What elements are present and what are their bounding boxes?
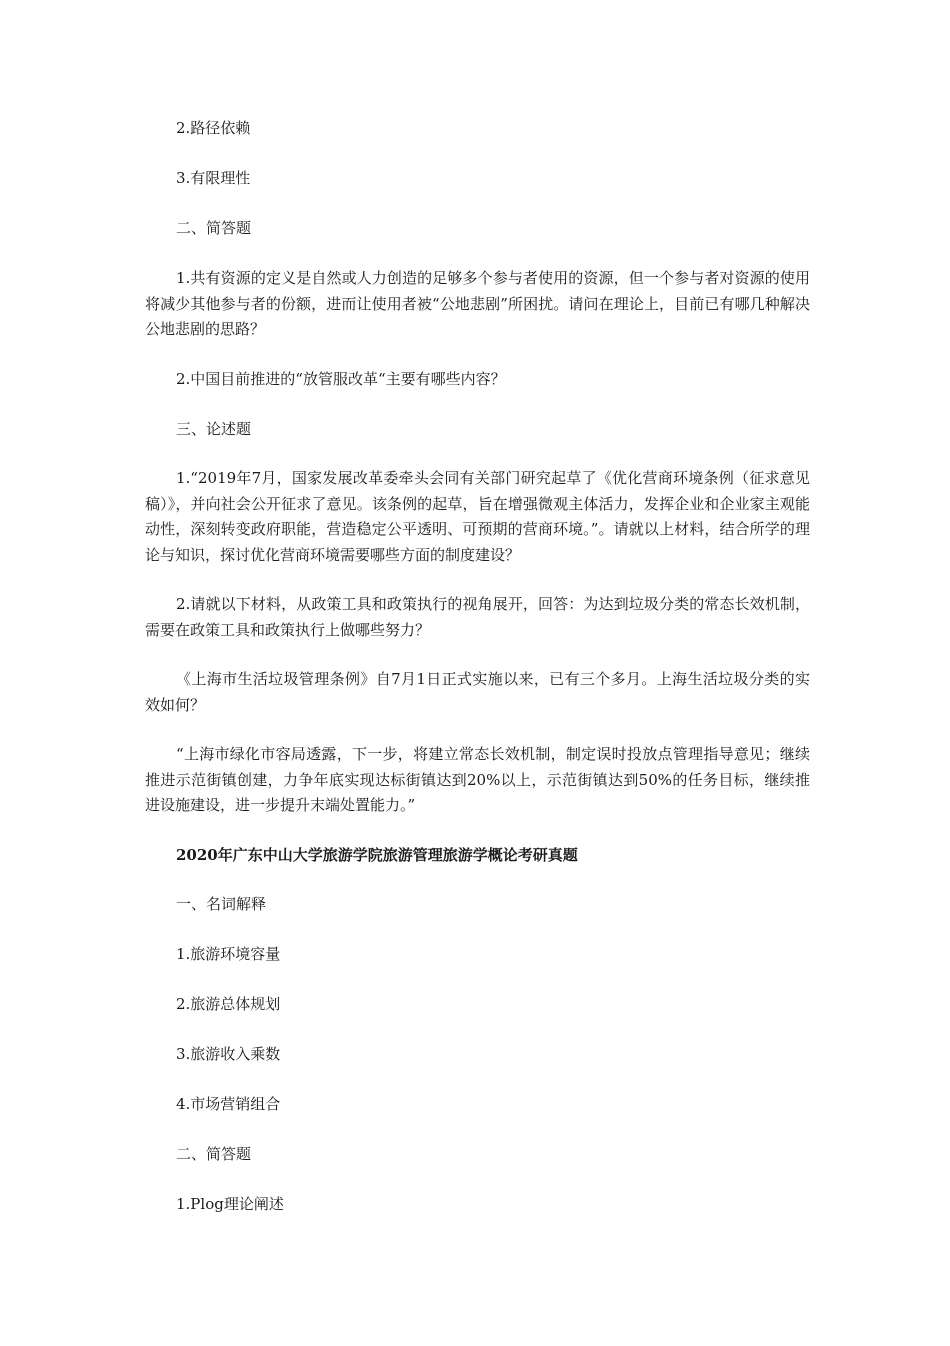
material-shanghai-regulation: 《上海市生活垃圾管理条例》自7月1日正式实施以来，已有三个多月。上海生活垃圾分类的实效如何？: [145, 670, 810, 714]
essay-garbage-sorting: 2.请就以下材料，从政策工具和政策执行的视角展开，回答：为达到垃圾分类的常态长效机制，需要在政策工具和政策执行上做哪些努力？: [145, 595, 810, 639]
term-bounded-rationality: 3.有限理性: [176, 169, 251, 187]
section-heading-short-answer-2: 二、简答题: [176, 1145, 252, 1163]
question-reform: 2.中国目前推进的“放管服改革“主要有哪些内容？: [176, 370, 506, 388]
section-heading-short-answer: 二、简答题: [176, 219, 252, 237]
section-heading-terms: 一、名词解释: [176, 895, 267, 913]
term-marketing-mix: 4.市场营销组合: [176, 1095, 281, 1113]
term-income-multiplier: 3.旅游收入乘数: [176, 1045, 281, 1063]
question-plog-theory: 1.Plog理论阐述: [176, 1195, 284, 1213]
exam-title: 2020年广东中山大学旅游学院旅游管理旅游学概论考研真题: [176, 846, 578, 864]
question-commons-tragedy: 1.共有资源的定义是自然或人力创造的足够多个参与者使用的资源，但一个参与者对资源的使用将减少其他参与者的份额，进而让使用者被“公地悲剧”所困扰。请问在理论上，目前已有哪几种解决公地悲剧的思路？: [145, 269, 810, 338]
term-environment-capacity: 1.旅游环境容量: [176, 945, 281, 963]
section-heading-essay: 三、论述题: [176, 420, 252, 438]
term-master-plan: 2.旅游总体规划: [176, 995, 281, 1013]
material-shanghai-quote: “上海市绿化市容局透露，下一步，将建立常态长效机制，制定误时投放点管理指导意见；继续推进示范街镇创建，力争年底实现达标街镇达到20%以上，示范街镇达到50%的任务目标，继续推进设施建设，进一步提升末端处置能力。”: [145, 745, 810, 814]
essay-business-environment: 1.“2019年7月，国家发展改革委牵头会同有关部门研究起草了《优化营商环境条例（征求意见稿）》，并向社会公开征求了意见。该条例的起草，旨在增强微观主体活力，发挥企业和企业家主观能动性，深刻转变政府职能，营造稳定公平透明、可预期的营商环境。”。请就以上材料，结合所学的理论与知识，探讨优化营商环境需要哪些方面的制度建设？: [145, 469, 810, 564]
term-path-dependence: 2.路径依赖: [176, 119, 251, 137]
